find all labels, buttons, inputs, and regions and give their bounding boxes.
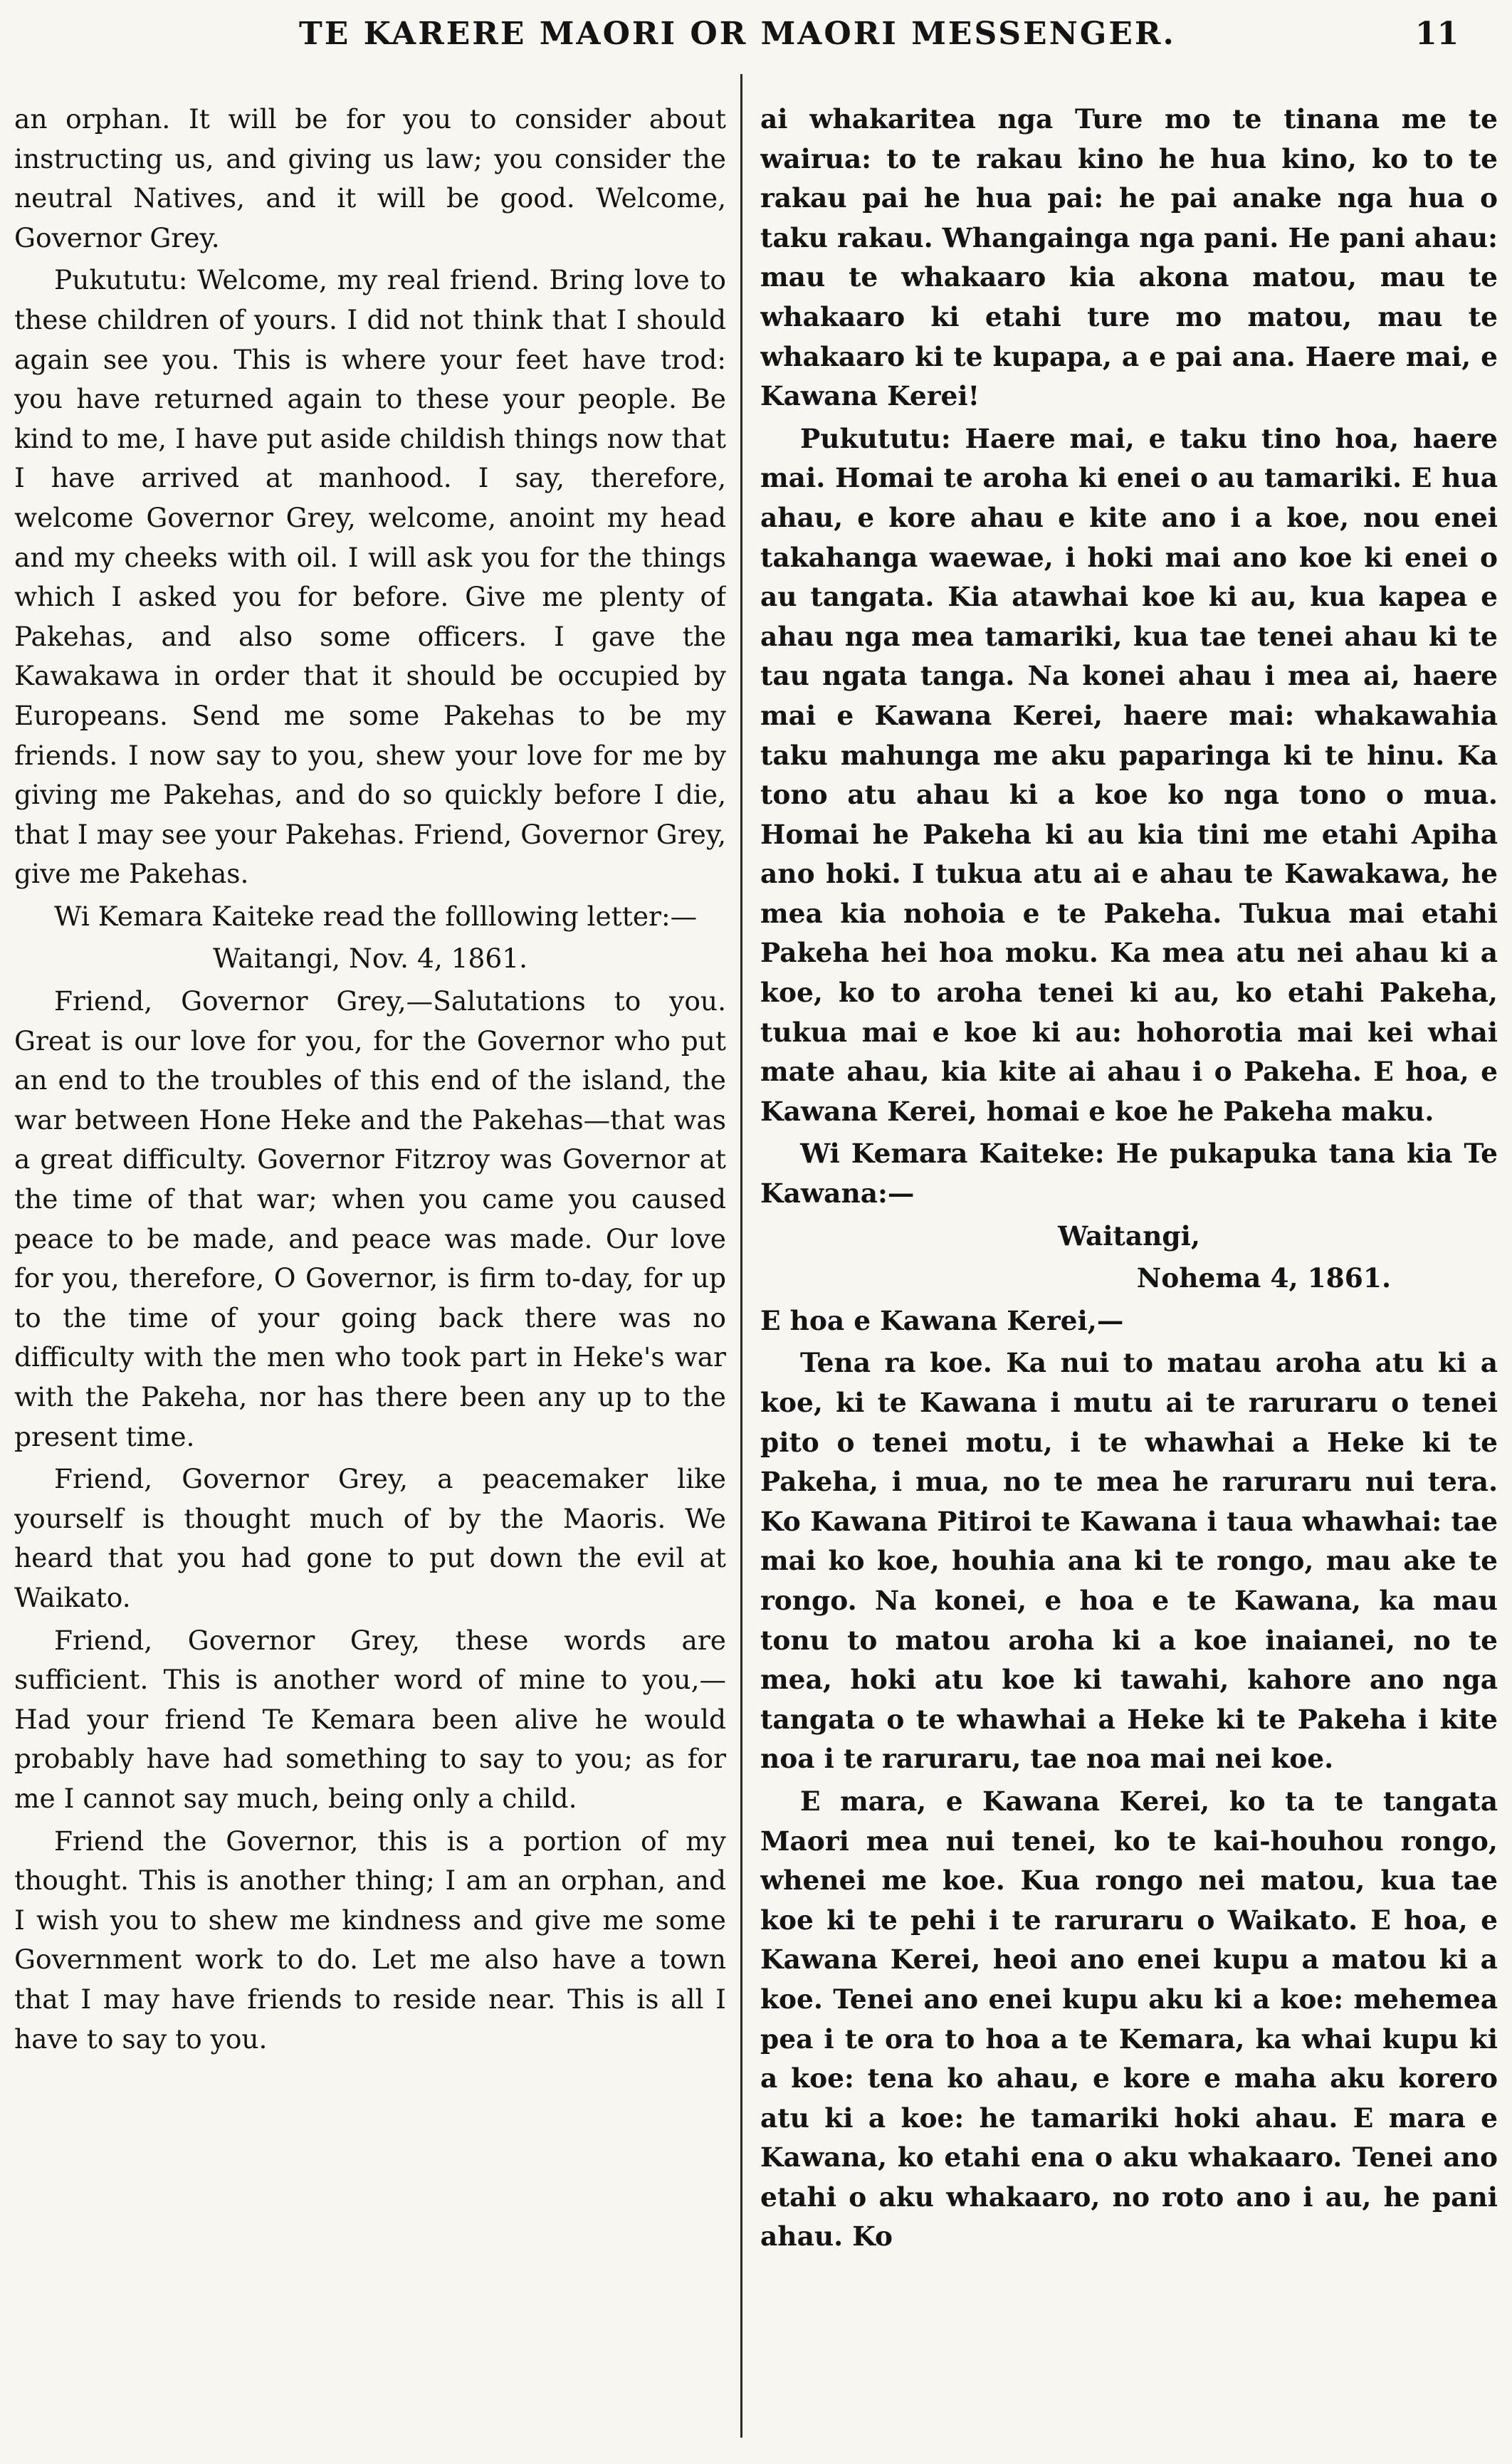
dateline-place: Waitangi, [1058,1220,1200,1252]
paragraph: Friend, Governor Grey, these words are sufficient. This is another word of mine to you,—Had your friend Te Kemara been alive he would probably have had something to say to you; as for me I cannot say much, being only a child. [14,1624,726,1814]
paragraph: E mara, e Kawana Kerei, ko ta te tangata Maori mea nui tenei, ko te kai-houhou rongo, whenei me koe. Kua rongo nei matou, kua tae koe ki te pehi i te raruraru o Waikato. E hoa, e Kawana Kerei, heoi ano enei kupu a matou ki a koe. Tenei ano enei kupu aku ki a koe: mehemea pea i te ora to hoa a te Kemara, ka whai kupu ki a koe: tena ko ahau, e kore e maha aku korero atu ki a koe: he tamariki hoki ahau. E mara e Kawana, ko etahi ena o aku whakaaro. Tenei ano etahi o aku whakaaro, no roto ano i au, he pani ahau. Ko [760,1785,1498,2253]
paragraph: Tena ra koe. Ka nui to matau aroha atu ki a koe, ki te Kawana i mutu ai te raruraru o tenei pito o tenei motu, i te whawhai a Heke ki te Pakeha, i mua, no te mea he raruraru nui tera. Ko Kawana Pitiroi te Kawana i taua whawhai: tae mai ko koe, houhia ana ki te rongo, mau ake te rongo. Na konei, e hoa e te Kawana, ka mau tonu to matou aroha ki a koe inaianei, no te mea, hoki atu koe ki tawahi, kahore ano nga tangata o te whawhai a Heke ki te Pakeha i kite noa i te raruraru, tae noa mai nei koe. [760,1347,1498,1775]
maori-column [760,100,1498,2449]
salutation: E hoa e Kawana Kerei,— [760,1304,1124,1336]
paragraph: Wi Kemara Kaiteke: He pukapuka tana kia Te Kawana:— [760,1138,1498,1210]
page-number: 11 [1415,16,1459,52]
paragraph: Pukututu: Welcome, my real friend. Bring love to these children of yours. I did not think that I should again see you. This is where your feet have trod: you have returned again to these your people. Be kind to me, I have put aside childish things now that I have arrived at manhood. I say, therefore, welcome Governor Grey, welcome, anoint my head and my cheeks with oil. I will ask you for the things which I asked you for before. Give me plenty of Pakehas, and also some officers. I gave the Kawakawa in order that it should be occupied by Europeans. Send me some Pakehas to be my friends. I now say to you, shew your love for me by giving me Pakehas, and do so quickly before I die, that I may see your Pakehas. Friend, Governor Grey, give me Pakehas. [14,264,726,890]
page-header [0,0,1512,65]
newspaper-title: TE KARERE MAORI OR MAORI MESSENGER. [299,16,1176,52]
paragraph: Wi Kemara Kaiteke read the folllowing letter:— [54,900,698,932]
paragraph: ai whakaritea nga Ture mo te tinana me te wairua: to te rakau kino he hua kino, ko to te rakau pai he hua pai: he pai anake nga hua o taku rakau. Whangainga nga pani. He pani ahau: mau te whakaaro kia akona matou, mau te whakaaro ki etahi ture mo matou, mau te whakaaro ki te kupapa, a e pai ana. Haere mai, e Kawana Kerei! [760,103,1498,412]
paragraph: Pukututu: Haere mai, e taku tino hoa, haere mai. Homai te aroha ki enei o au tamariki. E hua ahau, e kore ahau e kite ano i a koe, nou enei takahanga waewae, i hoki mai ano koe ki enei o au tangata. Kia atawhai koe ki au, kua kapea e ahau nga mea tamariki, kua tae tenei ahau ki te tau ngata tanga. Na konei ahau i mea ai, haere mai e Kawana Kerei, haere mai: whakawahia taku mahunga me aku paparinga ki te hinu. Ka tono atu ahau ki a koe ko nga tono o mua. Homai he Pakeha ki au kia tini me etahi Apiha ano hoki. I tukua atu ai e ahau te Kawakawa, he mea kia nohoia e te Pakeha. Tukua mai etahi Pakeha hei hoa moku. Ka mea atu nei ahau ki a koe, ko to aroha tenei ki au, ko etahi Pakeha, tukua mai e koe ki au: hohorotia mai kei whai mate ahau, kia kite ai ahau i o Pakeha. E hoa, e Kawana Kerei, homai e koe he Pakeha maku. [760,422,1498,1127]
english-column [14,100,726,2449]
paragraph: Friend the Governor, this is a portion of my thought. This is another thing; I am an orphan, and I wish you to shew me kindness and give me some Government work to do. Let me also have a town that I may have friends to reside near. This is all I have to say to you. [14,1825,726,2055]
paragraph: an orphan. It will be for you to consider about instructing us, and giving us law; you consider the neutral Natives, and it will be good. Welcome, Governor Grey. [14,103,726,253]
column-divider [740,74,742,2438]
paragraph: Friend, Governor Grey, a peacemaker like yourself is thought much of by the Maoris. We heard that you had gone to put down the evil at Waikato. [14,1463,726,1613]
dateline-date: Nohema 4, 1861. [1136,1262,1391,1294]
dateline: Waitangi, Nov. 4, 1861. [212,943,528,975]
paragraph: Friend, Governor Grey,—Salutations to you. Great is our love for you, for the Governor who put an end to the troubles of this end of the island, the war between Hone Heke and the Pakehas—that was a great difficulty. Governor Fitzroy was Governor at the time of that war; when you came you caused peace to be made, and peace was made. Our love for you, therefore, O Governor, is firm to-day, for up to the time of your going back there was no difficulty with the men who took part in Heke's war with the Pakeha, nor has there been any up to the present time. [14,985,726,1452]
